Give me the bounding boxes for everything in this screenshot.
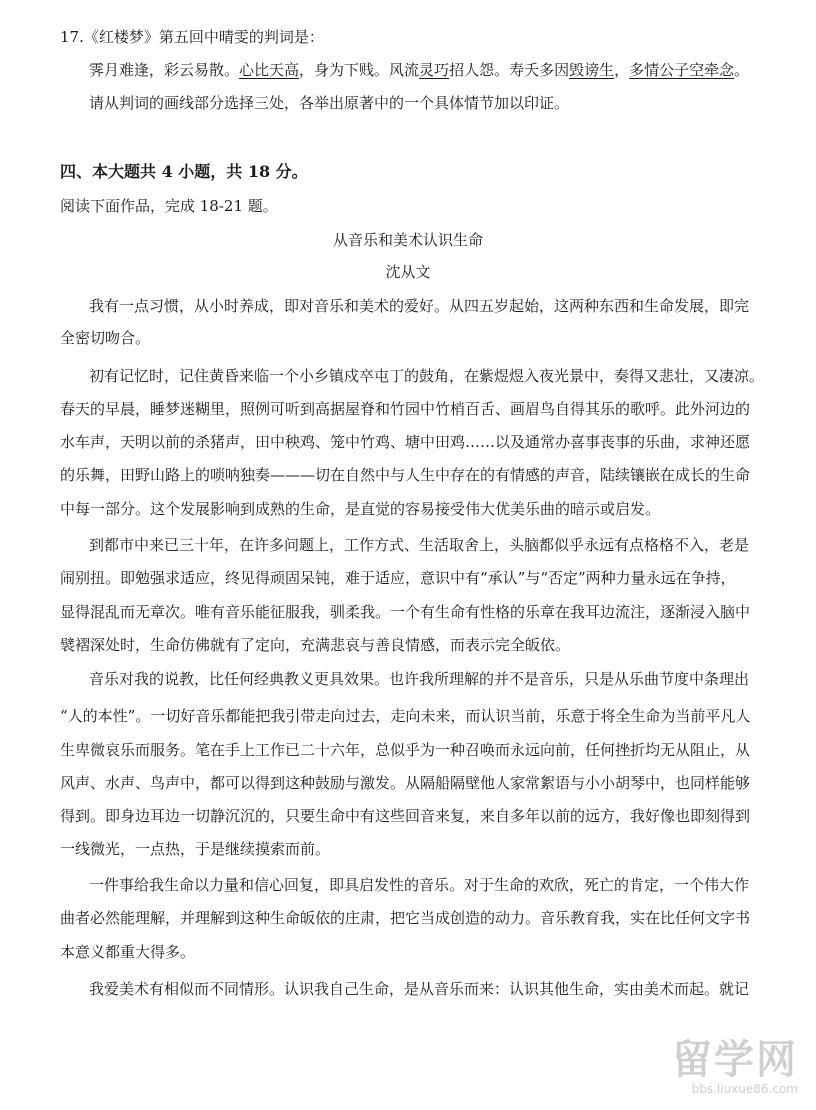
paragraph-line: 曲者必然能理解，并理解到这种生命皈依的庄肃，把它当成创造的动力。音乐教育我，实在比任何文字书 — [60, 909, 751, 927]
paragraph-line: 一件事给我生命以力量和信心回复，即具启发性的音乐。对于生命的欢欣，死亡的肯定，一个伟大作 — [89, 876, 750, 894]
verse-text: ，身为下贱。风流 — [299, 61, 420, 79]
article-title: 从音乐和美术认识生命 — [332, 231, 483, 249]
paragraph-line: 显得混乱而无章次。唯有音乐能征服我，驯柔我。一个有生命有性格的乐章在我耳边流注，逐渐浸入脑中 — [60, 603, 751, 621]
paragraph-line: “人的本性”。一切好音乐都能把我引带走向过去，走向未来，而认识当前，乐意于将全生命为当前平凡人 — [60, 707, 751, 725]
paragraph-line: 风声、水声、鸟声中，都可以得到这种鼓励与激发。从隔船隔壁他人家常絮语与小小胡琴中，也同样能够 — [60, 774, 751, 792]
paragraph-line: 我有一点习惯，从小时养成，即对音乐和美术的爱好。从四五岁起始，这两种东西和生命发展，即完 — [89, 297, 750, 315]
paragraph-line: 我爱美术有相似而不同情形。认识我自己生命，是从音乐而来：认识其他生命，实由美术而起。就记 — [89, 980, 750, 998]
site-watermark — [672, 1038, 798, 1096]
question-17-prompt: 17.《红楼梦》第五回中晴雯的判词是： — [60, 28, 324, 46]
watermark-logo: 留学网 — [672, 1037, 798, 1083]
verse-text: 霁月难逢，彩云易散。 — [89, 61, 240, 79]
watermark-url: bbs.liuxue86.com — [691, 1082, 798, 1096]
paragraph-line: 中每一部分。这个发展影响到成熟的生命，是直觉的容易接受伟大优美乐曲的暗示或启发。 — [60, 500, 661, 518]
paragraph-line: 全密切吻合。 — [60, 329, 151, 347]
verse-underlined-3: 毁谤生 — [569, 61, 615, 79]
verse-underlined-2: 灵巧 — [419, 61, 450, 79]
paragraph-line: 春天的早晨，睡梦迷糊里，照例可听到高据屋脊和竹园中竹梢百舌、画眉鸟自得其乐的歌呼。此外河边的 — [60, 400, 751, 418]
paragraph-line: 初有记忆时，记住黄昏来临一个小乡镇戍卒屯丁的鼓角，在紫煜煜入夜光景中，奏得又悲壮，又凄凉。 — [89, 367, 765, 385]
paragraph-line: 的乐舞，田野山路上的唢呐独奏———切在自然中与人生中存在的有情感的声音，陆续镶嵌在成长的生命 — [60, 466, 751, 484]
verse-text: ， — [614, 61, 630, 79]
section-intro: 阅读下面作品，完成 18-21 题。 — [60, 197, 278, 215]
paragraph-line: 生卑微哀乐而服务。笔在手上工作已二十六年，总似乎为一种召唤而永远向前，任何挫折均无从阻止，从 — [60, 741, 751, 759]
paragraph-line: 音乐对我的说教，比任何经典教义更具效果。也许我所理解的并不是音乐，只是从乐曲节度中条理出 — [89, 670, 750, 688]
paragraph-line: 一线微光，一点热，于是继续摸索而前。 — [60, 840, 331, 858]
verse-underlined-4: 多情公子空牵念 — [629, 61, 735, 79]
section-heading: 四、本大题共 4 小题，共 18 分。 — [60, 162, 308, 181]
paragraph-line: 襞褶深处时，生命仿佛就有了定向，充满悲哀与善良情感，而表示完全皈依。 — [60, 636, 571, 654]
paragraph-line: 得到。即身边耳边一切静沉沉的，只要生命中有这些回音来复，来自多年以前的远方，我好像也即刻得到 — [60, 807, 751, 825]
article-author: 沈从文 — [385, 263, 431, 281]
verse-text: 招人怨。寿夭多因 — [449, 61, 570, 79]
question-17-verse — [89, 60, 760, 80]
verse-text: 。 — [734, 61, 750, 79]
question-17-instruction: 请从判词的画线部分选择三处，各举出原著中的一个具体情节加以印证。 — [89, 94, 570, 112]
paragraph-line: 本意义都重大得多。 — [60, 943, 196, 961]
paragraph-line: 到都市中来已三十年，在许多问题上，工作方式、生活取舍上，头脑都似乎永远有点格格不入，老是 — [89, 536, 750, 554]
paragraph-line: 闹别扭。即勉强求适应，终见得顽固呆钝，难于适应，意识中有“承认”与“否定”两种力量永远在争持， — [60, 569, 736, 587]
verse-underlined-1: 心比天高 — [239, 61, 300, 79]
paragraph-line: 水车声，天明以前的杀猪声，田中秧鸡、笼中竹鸡、塘中田鸡……以及通常办喜事丧事的乐曲，求神还愿 — [60, 433, 751, 451]
